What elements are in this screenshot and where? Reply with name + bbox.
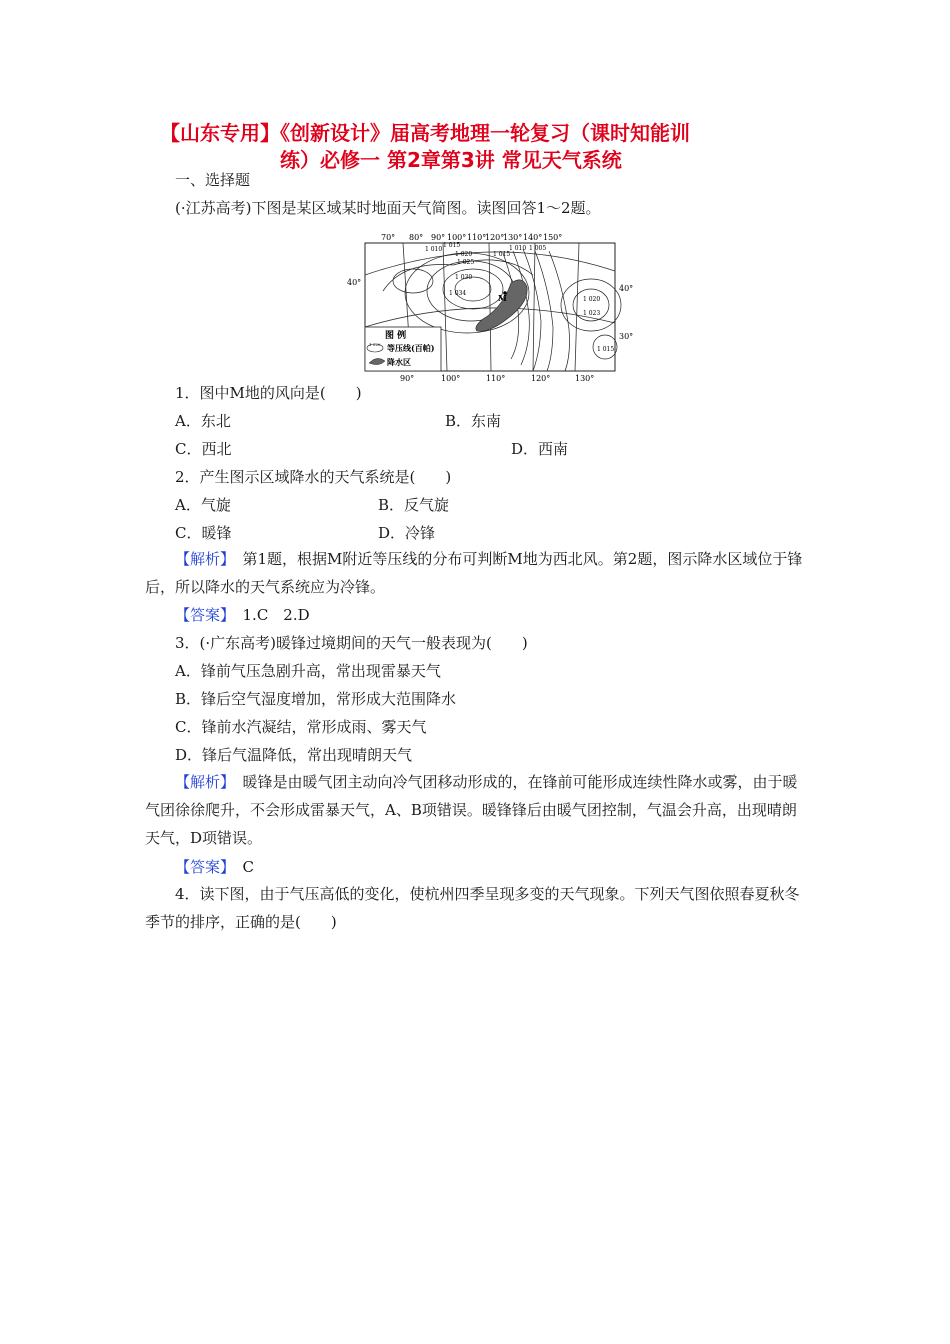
lon-label-bottom: 110° — [486, 374, 506, 383]
lat-label-right: 30° — [619, 332, 634, 341]
lon-label-bottom: 130° — [575, 374, 595, 383]
isobar-label: 1 010 — [509, 245, 527, 252]
isobar-label: 1 020 — [455, 251, 473, 258]
answer-1 — [175, 605, 310, 625]
lon-label-bottom: 100° — [441, 374, 461, 383]
q1-stem: 1．图中M地的风向是( ) — [175, 384, 362, 402]
lon-label-top: 110° — [467, 233, 487, 242]
legend-isobar-sample: 1 020 — [369, 342, 381, 347]
lat-label-right: 40° — [619, 284, 634, 293]
isobar-label: 1 023 — [583, 310, 601, 317]
q1-option-d: D．西南 — [511, 440, 569, 458]
q4-stem: 4．读下图，由于气压高低的变化，使杭州四季呈现多变的天气现象。下列天气图依照春夏秋冬季节的排序，正确的是( ) — [145, 885, 800, 931]
isobar-label: 1 010 — [425, 246, 443, 253]
lon-label-top: 90° — [431, 233, 446, 242]
q1-option-a: A．东北 — [175, 412, 231, 430]
q3-option-b: B．锋后空气湿度增加，常形成大范围降水 — [175, 690, 457, 708]
q3-option-c: C．锋前水汽凝结，常形成雨、雾天气 — [175, 718, 427, 736]
analysis-text: 暖锋是由暖气团主动向冷气团移动形成的，在锋前可能形成连续性降水或雾，由于暖气团徐徐爬升，不会形成雷暴天气，A、B项错误。暖锋锋后由暖气团控制，气温会升高，出现晴朗天气，D项错误。 — [145, 773, 798, 847]
isobar-label: 1 015 — [597, 346, 615, 353]
lon-label-bottom: 120° — [531, 374, 551, 383]
question-intro: (·江苏高考)下图是某区域某时地面天气简图。读图回答1～2题。 — [175, 199, 601, 217]
q3-option-a: A．锋前气压急剧升高，常出现雷暴天气 — [175, 662, 441, 680]
legend-title: 图 例 — [385, 331, 407, 341]
title-line-1: 【山东专用】《创新设计》届高考地理一轮复习（课时知能训 — [160, 121, 690, 145]
analysis-tag: 【解析】 — [175, 550, 228, 568]
title-line-2: 练）必修一 第2章第3讲 常见天气系统 — [280, 148, 622, 172]
q3-option-d: D．锋后气温降低，常出现晴朗天气 — [175, 746, 413, 764]
isobar-label: 1 005 — [529, 245, 547, 252]
lon-label-top: 70° — [381, 233, 396, 242]
document-title — [160, 120, 820, 174]
analysis-text: 第1题，根据M附近等压线的分布可判断M地为西北风。第2题，图示降水区域位于锋后，所以降水的天气系统应为冷锋。 — [145, 550, 803, 596]
lon-label-bottom: 90° — [400, 374, 415, 383]
answer-2 — [175, 857, 254, 877]
isobar-label: 1 025 — [457, 259, 475, 266]
isobar-label: 1 020 — [583, 296, 601, 303]
lon-label-top: 80° — [409, 233, 424, 242]
q2-option-d: D．冷锋 — [378, 524, 436, 542]
weather-map-figure — [343, 231, 635, 383]
q1-option-c: C．西北 — [175, 440, 232, 458]
lon-label-top: 140° — [523, 233, 543, 242]
isobar-label: 1 034 — [449, 290, 467, 297]
analysis-1 — [145, 545, 810, 601]
isobar-label: 1 030 — [455, 274, 473, 281]
section-heading: 一、选择题 — [175, 171, 251, 189]
isobar-label: 1 015 — [443, 242, 461, 249]
answer-text: C — [227, 858, 254, 876]
lon-label-top: 100° — [447, 233, 467, 242]
lon-label-top: 120° — [485, 233, 505, 242]
weather-map — [343, 231, 635, 383]
lon-label-top: 130° — [503, 233, 523, 242]
lon-label-top: 150° — [543, 233, 563, 242]
q2-option-b: B．反气旋 — [378, 496, 450, 514]
answer-text: 1.C 2.D — [227, 606, 310, 624]
legend-rain-text: 降水区 — [387, 357, 411, 367]
legend-isobar-text: 等压线(百帕) — [387, 343, 435, 353]
q1-option-b: B．东南 — [445, 412, 502, 430]
q2-stem: 2．产生图示区域降水的天气系统是( ) — [175, 468, 452, 486]
answer-tag: 【答案】 — [175, 858, 228, 876]
q2-option-a: A．气旋 — [175, 496, 231, 514]
q3-stem: 3．(·广东高考)暖锋过境期间的天气一般表现为( ) — [175, 634, 528, 652]
analysis-tag: 【解析】 — [175, 773, 228, 791]
isobar-label: 1 015 — [493, 251, 511, 258]
lat-label-left: 40° — [347, 278, 362, 287]
q2-option-c: C．暖锋 — [175, 524, 232, 542]
m-label: M — [498, 293, 507, 303]
analysis-2 — [145, 768, 810, 852]
answer-tag: 【答案】 — [175, 606, 228, 624]
